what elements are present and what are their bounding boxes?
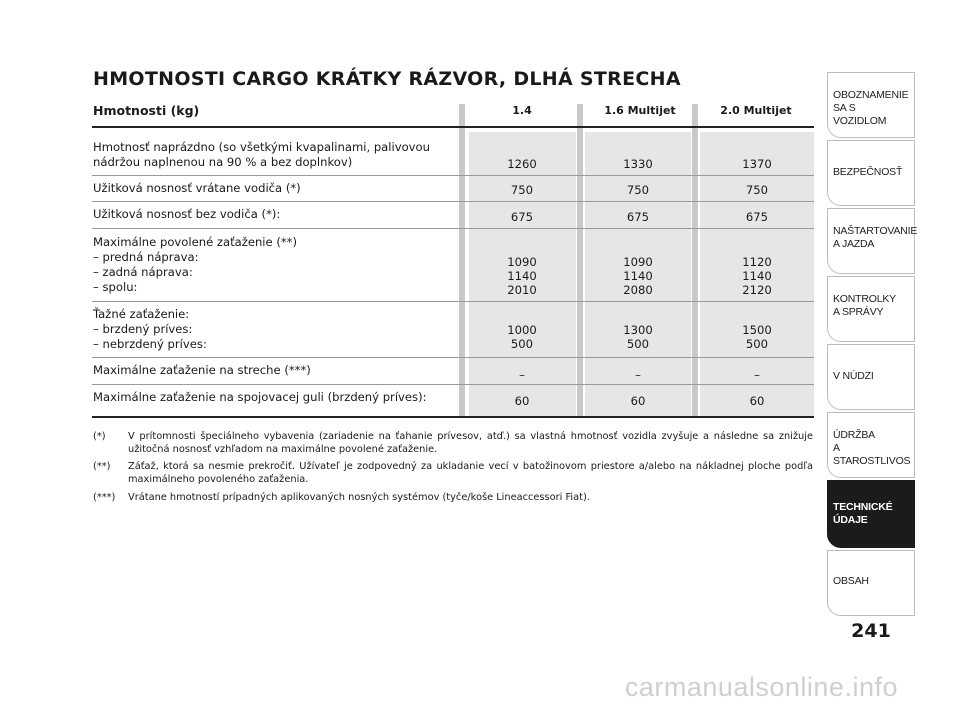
page-title: HMOTNOSTI CARGO KRÁTKY RÁZVOR, DLHÁ STRECHA (93, 68, 681, 90)
row-divider (92, 175, 814, 176)
table-cell: 60 (749, 394, 765, 408)
footnote: (***) Vrátane hmotností prípadných aplikovaných nosných systémov (tyče/koše Lineaccessori Fiat). (93, 492, 590, 503)
table-cell: 1330 (623, 157, 653, 171)
watermark: carmanualsonline.info (624, 672, 898, 702)
row-label-max-permitted-load: Maximálne povolené zaťaženie (**) – predná náprava: – zadná náprava: – spolu: (93, 235, 297, 294)
table-cell: 1120 1140 2120 (742, 255, 772, 297)
table-cell: 750 (510, 183, 534, 197)
table-cell: 1090 1140 2010 (507, 255, 537, 297)
table-cell: 1090 1140 2080 (623, 255, 653, 297)
table-cell: 675 (510, 210, 534, 224)
table-cell: 60 (630, 394, 646, 408)
row-label-payload-with-driver: Užitková nosnosť vrátane vodiča (*) (93, 181, 301, 195)
table-bottom-rule (92, 416, 814, 418)
page-number: 241 (851, 620, 891, 642)
row-label-roof-load: Maximálne zaťaženie na streche (***) (93, 363, 311, 377)
tab-v-nudzi[interactable]: V NÚDZI (827, 344, 915, 410)
row-label-payload-without-driver: Užitková nosnosť bez vodiča (*): (93, 207, 281, 221)
table-cell: – (635, 368, 641, 382)
tab-technicke-udaje[interactable]: TECHNICKÉ ÚDAJE (827, 480, 915, 548)
table-cell: 675 (745, 210, 769, 224)
row-divider (92, 201, 814, 202)
table-header-label: Hmotnosti (kg) (93, 103, 200, 118)
column-divider (577, 104, 583, 418)
row-divider (92, 357, 814, 358)
footnote: (*) V prítomnosti špeciálneho vybavenia (zariadenie na ťahanie prívesov, atď.) sa vlastná hmotnosť vozidla zvyšuje a následne sa znižuje užitočná nosnosť vzhľadom na maximálne povolené zaťaženie. (93, 431, 813, 455)
row-label-tow-ball-load: Maximálne zaťaženie na spojovacej guli (brzdený príves): (93, 390, 427, 404)
table-cell: 60 (514, 394, 530, 408)
table-cell: – (519, 368, 525, 382)
footnote: (**) Záťaž, ktorá sa nesmie prekročiť. Užívateľ je zodpovedný za ukladanie vecí v batožinovom priestore a/alebo na nákladnej ploche podľa maximálneho povoleného zaťaženia. (93, 461, 813, 485)
tab-nastartovanie[interactable]: NAŠTARTOVANIE A JAZDA (827, 208, 915, 274)
table-cell: 1300 500 (623, 323, 653, 351)
column-divider (692, 104, 698, 418)
column-header-1-4: 1.4 (512, 104, 532, 117)
column-header-2-0-multijet: 2.0 Multijet (720, 104, 792, 117)
table-cell: 750 (626, 183, 650, 197)
column-header-1-6-multijet: 1.6 Multijet (604, 104, 676, 117)
row-label-towing-load: Ťažné zaťaženie: – brzdený príves: – nebrzdený príves: (93, 307, 207, 351)
tab-oboznamenie[interactable]: OBOZNAMENIE SA S VOZIDLOM (827, 72, 915, 138)
row-divider (92, 228, 814, 229)
table-cell: 1370 (742, 157, 772, 171)
table-cell: 750 (745, 183, 769, 197)
row-label-empty-weight: Hmotnosť naprázdno (so všetkými kvapalinami, palivovou nádržou naplnenou na 90 % a bez doplnkov) (93, 140, 430, 169)
row-divider (92, 384, 814, 385)
header-rule (92, 126, 814, 128)
table-cell: 1000 500 (507, 323, 537, 351)
table-cell: 1260 (507, 157, 537, 171)
tab-kontrolky[interactable]: KONTROLKY A SPRÁVY (827, 276, 915, 342)
tab-udrzba[interactable]: ÚDRŽBA A STAROSTLIVOS (827, 412, 915, 478)
tab-obsah[interactable]: OBSAH (827, 550, 915, 616)
column-divider (459, 104, 465, 418)
row-divider (92, 301, 814, 302)
tab-bezpecnost[interactable]: BEZPEČNOSŤ (827, 140, 915, 206)
table-cell: 1500 500 (742, 323, 772, 351)
table-cell: 675 (626, 210, 650, 224)
table-cell: – (754, 368, 760, 382)
